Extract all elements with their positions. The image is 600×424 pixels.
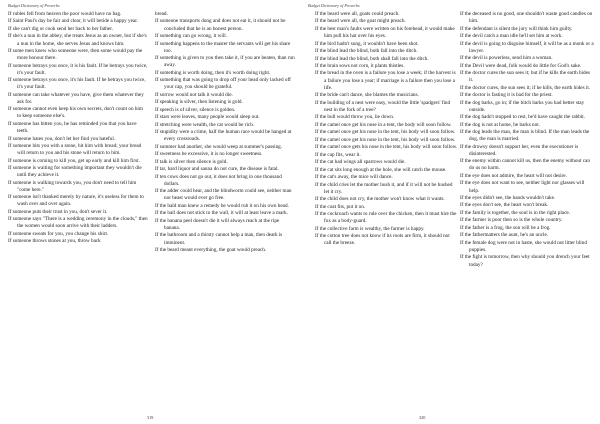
proverb-entry: If speaking is silver, then listening is gold. xyxy=(155,99,243,106)
proverb-entry: If the collective farm is wealthy, the farmer is happy. xyxy=(315,225,425,232)
proverb-entry: If the family is together, the soul is in the right place. xyxy=(460,209,570,216)
proverb-entry: If the cockroach wants to rule over the chicken, then it must hire the fox as a body-guard. xyxy=(315,211,457,225)
proverb-entry: If rubles fell from heaven the poor would have no bag. xyxy=(8,11,122,17)
proverb-entry: If something that was going to drop off your head only lacked off your cap, you should be grateful. xyxy=(155,77,291,91)
proverb-entry: If stretching were wealth, the cat would be rich. xyxy=(155,121,255,128)
proverb-entry: If the coat fits, put it on. xyxy=(315,203,366,210)
proverb-entry: If the bread in the oven is a failure you lose a week; if the harvest is a failure you lose a year; if marriage is a failure then you lose a life. xyxy=(315,70,456,91)
proverb-entry: If she can't dig or cook send her back to her father. xyxy=(8,25,113,32)
running-header: Budget Dictionary of Proverbs xyxy=(308,3,360,8)
proverb-entry: bread. xyxy=(155,11,168,17)
proverb-entry: If the blind lead the blind, both shall fall into the ditch. xyxy=(315,55,429,62)
proverb-entry: If the bathroom and a thirsty cannot help a man, then death is imminent. xyxy=(155,232,283,246)
proverb-entry: If the camel once get his nose in the tent, his body will soon follow. xyxy=(315,129,456,136)
proverb-entry: If the female dog were not in haste, she would not litter blind puppies. xyxy=(460,239,587,253)
proverb-entry: If the camel once gets his nose in the tent, his body will soon follow. xyxy=(315,144,458,151)
proverb-entry: If ten cows does not go out, it does not bring in one thousand dollars. xyxy=(155,173,282,187)
proverb-entry: If stupidity were a crime, half the human race would be hanged at every crossroads. xyxy=(155,129,292,143)
left-column xyxy=(8,11,148,246)
proverb-entry: If something is worth doing, then it's worth doing right. xyxy=(155,69,271,76)
proverb-entry: If the enemy within cannot kill us, then the enemy without can do us no harm. xyxy=(460,158,590,172)
proverb-entry: If the doctor cures the sun sees it; but if he kills the earth hides it. xyxy=(460,70,590,84)
proverb-entry: If someone sweats for you, you change his shirt. xyxy=(8,230,109,237)
proverb-entry: If the eyes didn't see, the hands wouldn't take. xyxy=(460,194,556,201)
running-header: Budget Dictionary of Proverbs xyxy=(8,3,60,8)
proverb-entry: If someone transports dung and does not eat it, it should not be concluded that he is an honest person. xyxy=(155,18,286,32)
proverb-entry: If something is given to you then take it, if you are beaten, than run away. xyxy=(155,55,295,69)
proverb-entry: If someone betrays you once, it is his fault. If he betrays you twice, it's your fault. xyxy=(8,62,148,76)
proverb-entry: If something can go wrong, it will. xyxy=(155,33,228,40)
proverb-entry: If someone betrays you once, it's his fault. If he betrays you twice, it's your fault. xyxy=(8,77,146,91)
proverb-entry: If the bald man knew a remedy he would rub it on his own head. xyxy=(155,202,289,209)
proverb-entry: If the defendant is silent the jury will think him guilty. xyxy=(460,25,573,32)
proverb-entry: If someone is coming to kill you, get up early and kill him first. xyxy=(8,157,140,164)
right-column xyxy=(460,11,594,269)
proverb-entry: If the father is a frog, the son will be a frog. xyxy=(460,224,551,231)
proverb-entry: If some men knew who someone were, then some would pay the more honour there. xyxy=(8,48,143,62)
page-number: 319 xyxy=(147,415,154,420)
proverb-entry: If the dog barks, go in; if the bitch barks you had better stay outside. xyxy=(460,99,585,113)
proverb-entry: If the cat had wings all sparrows would die. xyxy=(315,159,406,166)
proverb-entry: If the eye does not admire, the heart will not desire. xyxy=(460,172,567,179)
proverb-entry: If the doctor is fasting it is bad for the priest. xyxy=(460,92,553,99)
proverb-entry: If the drowsy doesn't support her, even the executioner is disinterested. xyxy=(460,143,579,157)
proverb-entry: If speech is of silver, silence is golden. xyxy=(155,106,236,113)
proverb-entry: If the camel once get his nose in a tent, the body will soon follow. xyxy=(315,121,452,128)
proverb-entry: If the dog is not at home, he barks not. xyxy=(460,121,540,128)
proverb-entry: If someone hits you with a stone, hit him with bread; your bread will return to you and his stone will return to him. xyxy=(8,142,142,157)
proverb-entry: If the bull would throw you, lie down. xyxy=(315,114,395,121)
proverb-entry: If the eye does not want to see, neither light nor glasses will help. xyxy=(460,180,585,194)
page-number: 320 xyxy=(419,415,426,420)
proverb-entry: If the dog hadn't stopped to rest, he'd have caught the rabbit. xyxy=(460,114,586,121)
proverb-entry: If the Devil were dead, folk would do little for God's sake. xyxy=(460,62,582,69)
proverb-entry: If someone has bitten you, he has reminded you that you have teeth. xyxy=(8,120,137,135)
proverb-entry: If the best man's faults were written on his forehead, it would make him pull his hat over his eyes. xyxy=(315,25,455,40)
proverb-entry: If the beard were all, goats could preach. xyxy=(315,11,400,17)
right-page xyxy=(300,0,600,424)
proverb-entry: If the devil catch a man idle he'll set him at work. xyxy=(460,33,563,40)
proverb-entry: If the devil is powerless, send him a woman. xyxy=(460,55,553,62)
proverb-entry: If the doctor cures, the sun sees it; if he kills, the earth hides it. xyxy=(460,84,591,91)
proverb-entry: If the child cries let the mother hush it, and if it will not be hushed let it cry. xyxy=(315,181,453,195)
proverb-entry: If someone can take whatever you have, give them whatever they ask for. xyxy=(8,91,144,105)
proverb-entry: If the ball does not stick to the wall, it will at least leave a mark. xyxy=(155,210,288,217)
proverb-entry: If Saint Paul's day be fair and clear, it will betide a happy year. xyxy=(8,18,138,25)
proverb-entry: If the bird hadn't sung, it wouldn't have been shot. xyxy=(315,40,419,47)
proverb-entry: If someone says "There is a wedding ceremony in the clouds," then the women would soon arrive with their ladders. xyxy=(8,216,148,230)
proverb-entry: If someone cannot even keep his own secrets, don't count on him to keep someone else's. xyxy=(8,106,143,120)
proverb-entry: If the cap fits, wear it. xyxy=(315,151,361,158)
right-column xyxy=(155,11,295,254)
proverb-entry: If the child does not cry, the mother won't know what it wants. xyxy=(315,196,445,203)
proverb-entry: If the camel once get his nose in the tent, his body will soon follow. xyxy=(315,136,456,143)
proverb-entry: If tar, hard liquor and sauna do not cure, the disease is fatal. xyxy=(155,166,279,173)
proverb-entry: If someone puts their trust in you, don't sever it. xyxy=(8,208,108,215)
proverb-entry: If sorrow would not talk it would die. xyxy=(155,91,233,98)
proverb-entry: If summer had another, she would weep at summer's passing. xyxy=(155,143,283,150)
proverb-entry: If the bride can't dance, she blames the musicians. xyxy=(315,92,419,99)
proverb-entry: If sweetness be excessive, it is no longer sweetness. xyxy=(155,151,263,158)
proverb-entry: If the farmer is poor then so is the whole country. xyxy=(460,217,563,224)
proverb-entry: If someone isn't thanked merely by nature, it's useless for them to wash over and over again. xyxy=(8,194,144,208)
proverb-entry: If the cotton tree does not know if its roots are firm, it should not call the breeze. xyxy=(315,233,450,247)
proverb-entry: If the adder could hear, and the blindworm could see, neither man nor beast would ever go free. xyxy=(155,188,292,202)
proverb-entry: If talk is silver then silence is gold. xyxy=(155,158,228,165)
proverb-entry: If the blind lead the blind, both fall into the ditch. xyxy=(315,48,418,55)
proverb-entry: If she's a nun in the abbey, she treats Jesus as an owner, but if she's a nun in the home, she serves Jesus and knows him. xyxy=(8,33,147,47)
left-column xyxy=(315,11,458,248)
proverb-entry: If the beard meant everything, the goat would preach. xyxy=(155,246,267,253)
proverb-entry: If the eyes don't see, the heart won't break. xyxy=(460,202,549,209)
proverb-entry: If the fathermatters the aunt, he's an uncle. xyxy=(460,232,549,239)
proverb-entry: If the banana peel doesn't die it will always reach at the ripe banana. xyxy=(155,217,280,231)
proverb-entry: If someone is waiting for something important they wouldn't die until they achieve it. xyxy=(8,165,142,179)
proverb-entry: If the cat's away, the mice will dance. xyxy=(315,174,393,181)
proverb-entry: If the beard were all, the goat might preach. xyxy=(315,18,406,25)
proverb-entry: If the devil is going to disguise himself, it will be as a monk or a lawyer. xyxy=(460,40,594,54)
proverb-entry: If the fight is tomorrow, then why should you drench your feet today? xyxy=(460,254,590,268)
proverb-entry: If someone throws stones at you, throw back xyxy=(8,238,101,245)
proverb-entry: If stars were leaves, many people would sleep out. xyxy=(155,114,260,121)
proverb-entry: If the dog leads the man, the man is blind. If the man leads the dog, the man is married. xyxy=(460,129,590,143)
proverb-entry: If the building of a nest were easy, would the little 'spadgers' find nest in the fork of a tree? xyxy=(315,99,451,113)
proverb-entry: If the deceased is no good, one shouldn't waste good candles on him. xyxy=(460,11,593,25)
proverb-entry: If the cat sits long enough at the hole, she will catch the mouse. xyxy=(315,166,447,173)
proverb-entry: If the brain sows not corn, it plants thistles. xyxy=(315,63,405,69)
proverb-entry: If someone is walking towards you, you don't need to tell him "come here." xyxy=(8,179,137,193)
proverb-entry: If something happens to the master the servants will get his share too. xyxy=(155,40,291,54)
proverb-entry: If someone hates you, don't let her find you hateful. xyxy=(8,135,116,142)
